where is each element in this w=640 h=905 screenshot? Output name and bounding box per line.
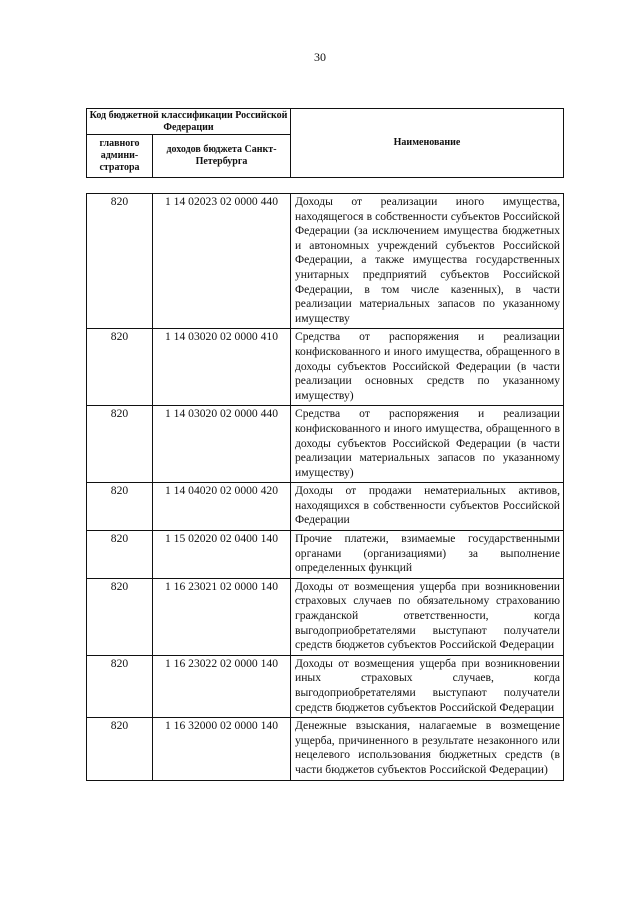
revenue-name-cell: Средства от распоряжения и реализации конфискованного и иного имущества, обращенного в доходы субъектов Российской Федерации (в части реализации материальных запасов по указанному имуществу) bbox=[291, 406, 564, 483]
admin-code-cell: 820 bbox=[87, 531, 153, 579]
revenue-name-cell: Средства от распоряжения и реализации конфискованного и иного имущества, обращенного в доходы субъектов Российской Федерации (в части реализации основных средств по указанному имуществу) bbox=[291, 329, 564, 406]
revenue-name-cell: Денежные взыскания, налагаемые в возмещение ущерба, причиненного в результате незаконного или нецелевого использования бюджетных средств (в части бюджетов субъектов Российской Федерации) bbox=[291, 718, 564, 780]
admin-code-cell: 820 bbox=[87, 329, 153, 406]
revenue-codes-table bbox=[86, 193, 564, 781]
revenue-code-cell: 1 14 02023 02 0000 440 bbox=[153, 194, 291, 329]
admin-code-cell: 820 bbox=[87, 578, 153, 655]
revenue-name-cell: Доходы от возмещения ущерба при возникновении иных страховых случаев, когда выгодоприобретателями выступают получатели средств бюджетов субъектов Российской Федерации bbox=[291, 655, 564, 717]
revenue-code-cell: 1 14 04020 02 0000 420 bbox=[153, 483, 291, 531]
page-number: 30 bbox=[314, 50, 326, 64]
table-row bbox=[87, 531, 564, 579]
header-name-column: Наименование bbox=[291, 109, 564, 178]
admin-code-cell: 820 bbox=[87, 194, 153, 329]
admin-code-cell: 820 bbox=[87, 655, 153, 717]
header-revenue-column: доходов бюджета Санкт-Петербурга bbox=[153, 135, 291, 178]
table-header bbox=[86, 108, 564, 178]
revenue-name-cell: Прочие платежи, взимаемые государственными органами (организациями) за выполнение определенных функций bbox=[291, 531, 564, 579]
admin-code-cell: 820 bbox=[87, 483, 153, 531]
revenue-name-cell: Доходы от реализации иного имущества, находящегося в собственности субъектов Российской Федерации (за исключением имущества бюджетных и автономных учреждений субъектов Российской Федерации, а также имущества государственных унитарных предприятий субъектов Российской Федерации, в том числе казенных), в части реализации материальных запасов по указанному имуществу bbox=[291, 194, 564, 329]
revenue-name-cell: Доходы от возмещения ущерба при возникновении страховых случаев по обязательному страхованию гражданской ответственности, когда выгодоприобретателями выступают получатели средств бюджетов субъектов Российской Федерации bbox=[291, 578, 564, 655]
table-row bbox=[87, 406, 564, 483]
table-row bbox=[87, 578, 564, 655]
revenue-code-cell: 1 16 32000 02 0000 140 bbox=[153, 718, 291, 780]
revenue-code-cell: 1 14 03020 02 0000 440 bbox=[153, 406, 291, 483]
header-admin-column: главного админи-стратора bbox=[87, 135, 153, 178]
admin-code-cell: 820 bbox=[87, 718, 153, 780]
revenue-name-cell: Доходы от продажи нематериальных активов, находящихся в собственности субъектов Российской Федерации bbox=[291, 483, 564, 531]
table-row bbox=[87, 655, 564, 717]
table-row bbox=[87, 483, 564, 531]
admin-code-cell: 820 bbox=[87, 406, 153, 483]
header-code-group: Код бюджетной классификации Российской Федерации bbox=[87, 109, 291, 135]
revenue-code-cell: 1 16 23021 02 0000 140 bbox=[153, 578, 291, 655]
revenue-code-cell: 1 14 03020 02 0000 410 bbox=[153, 329, 291, 406]
table-row bbox=[87, 718, 564, 780]
table-row bbox=[87, 329, 564, 406]
table-row bbox=[87, 194, 564, 329]
revenue-code-cell: 1 15 02020 02 0400 140 bbox=[153, 531, 291, 579]
revenue-code-cell: 1 16 23022 02 0000 140 bbox=[153, 655, 291, 717]
table-body bbox=[87, 194, 564, 781]
